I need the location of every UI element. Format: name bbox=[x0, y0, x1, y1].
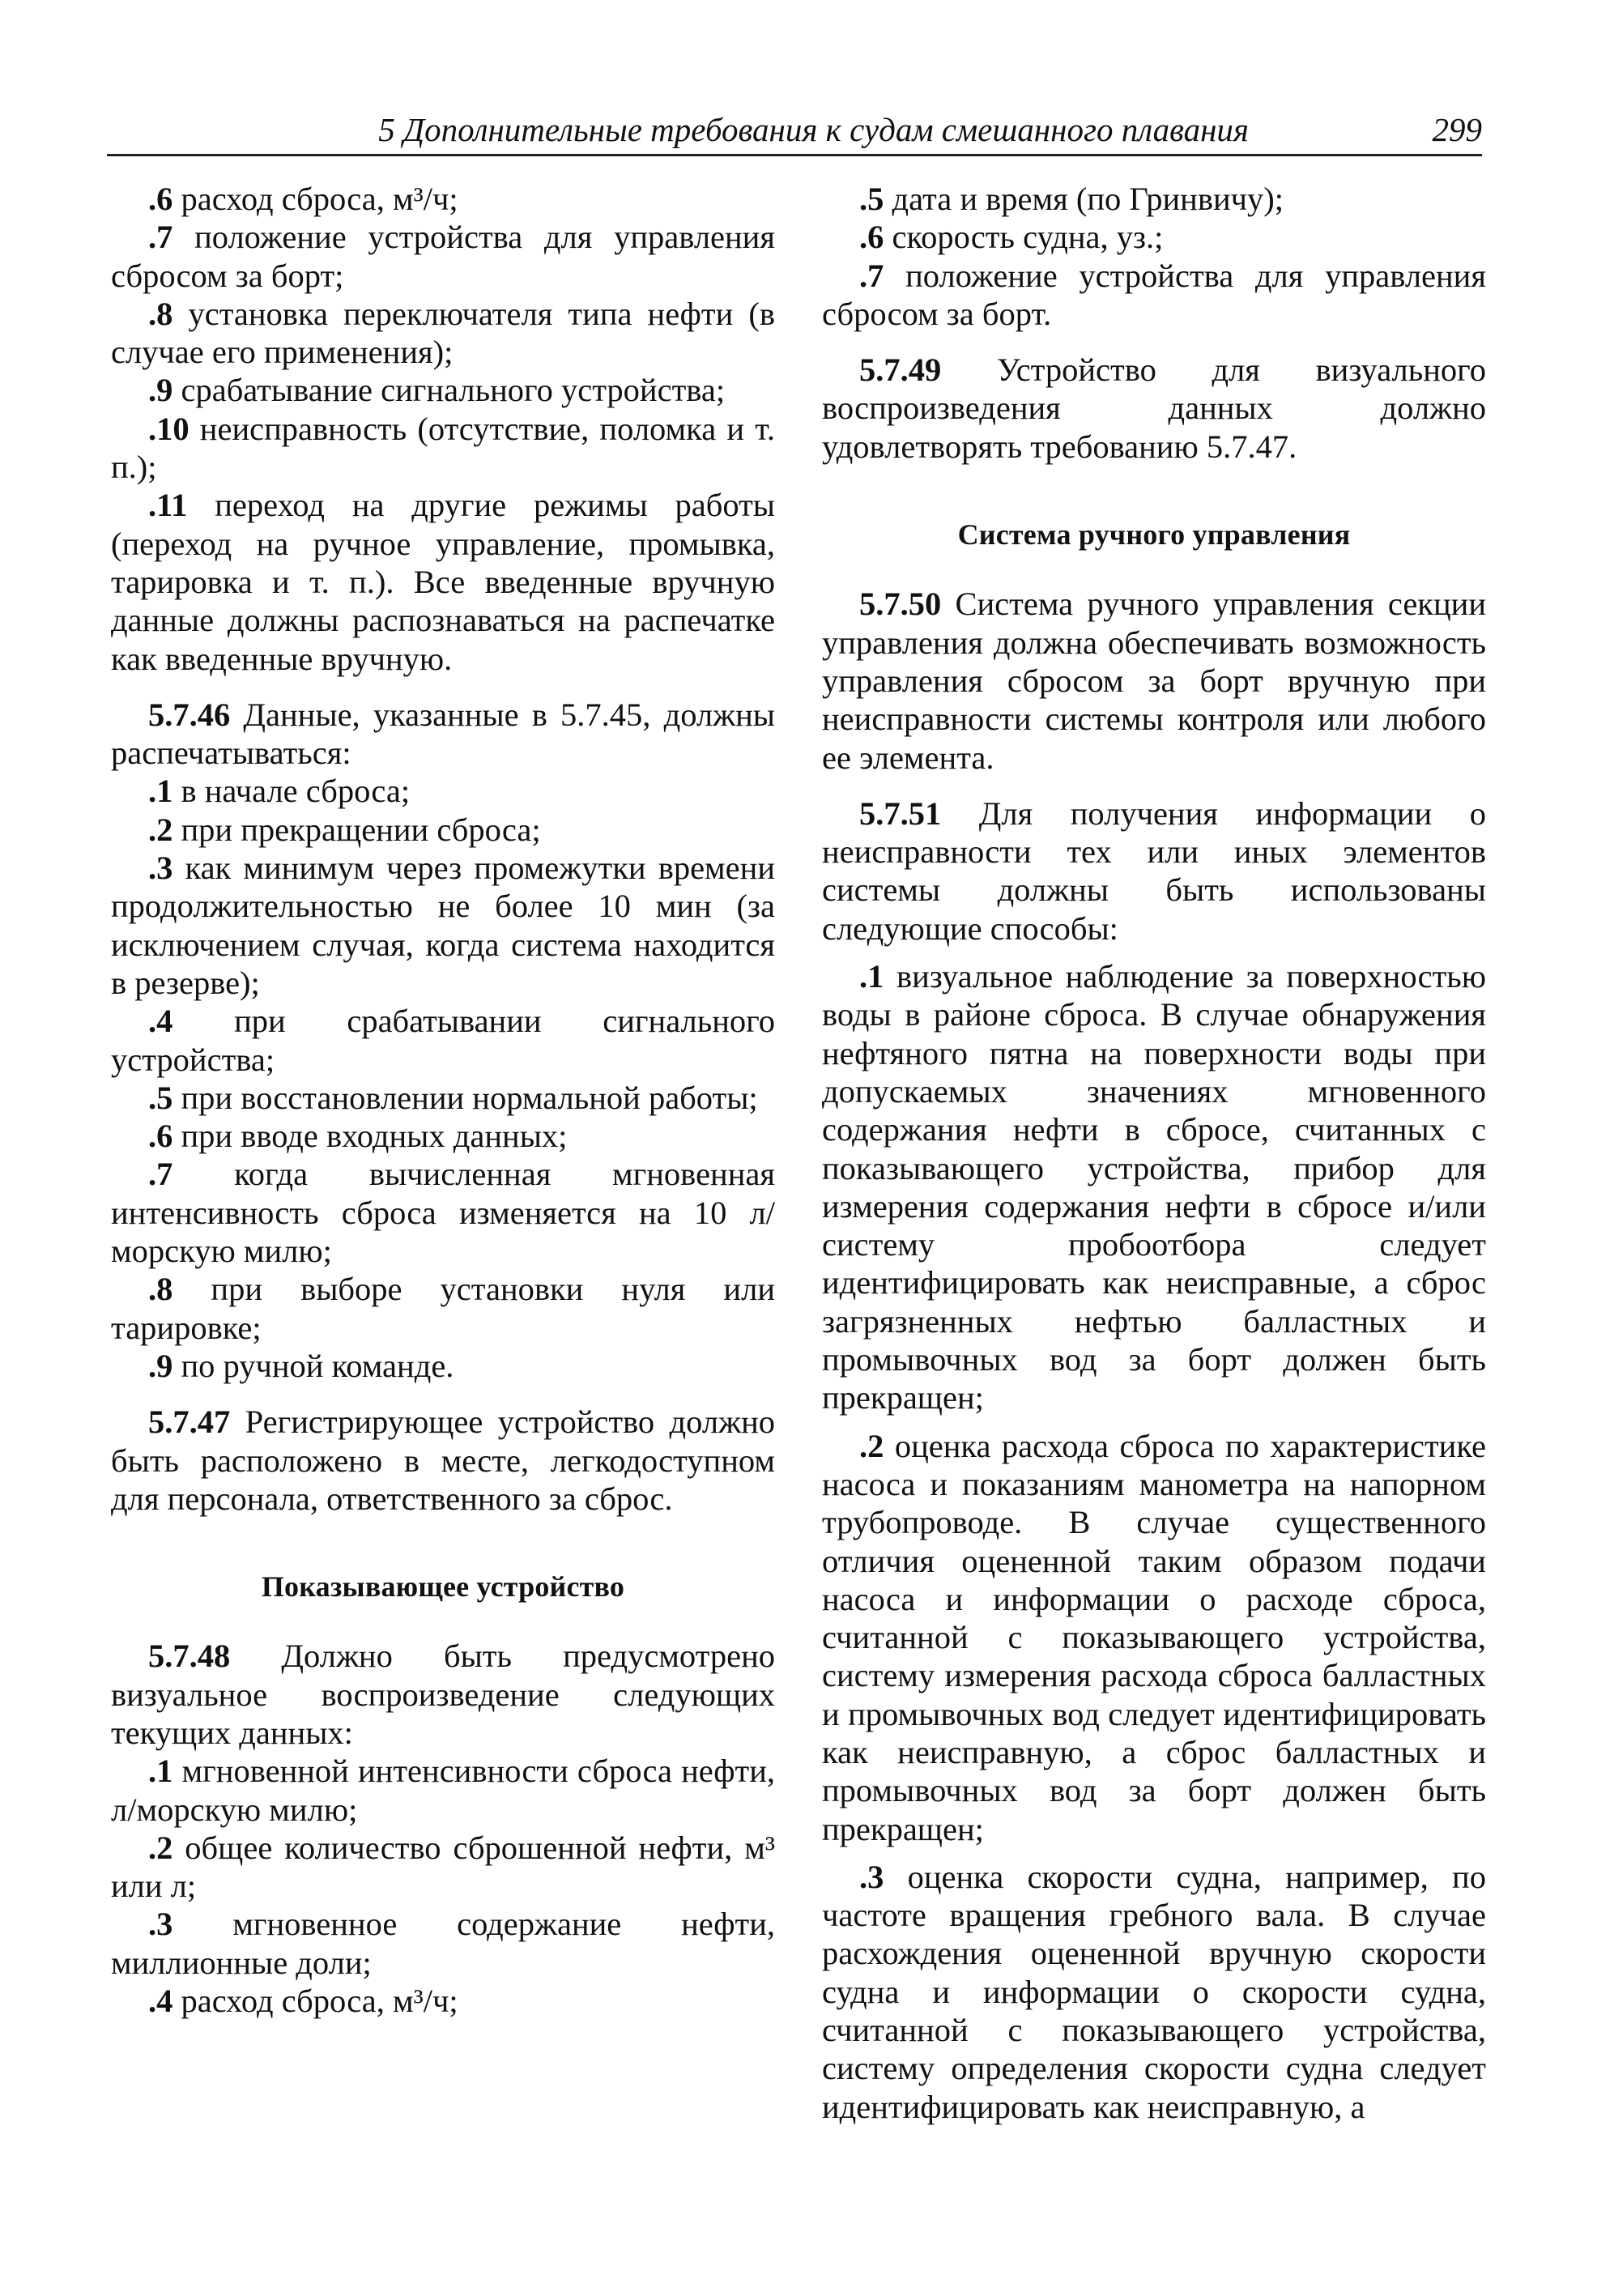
list-item: .8 при выборе установки нуля или тарировке; bbox=[111, 1271, 775, 1346]
list-item: .3 мгновенное содержание нефти, миллионные доли; bbox=[111, 1906, 775, 1981]
list-item: .2 общее количество сброшенной нефти, м³ или л; bbox=[111, 1829, 775, 1905]
list-item: .1 мгновенной интенсивности сброса нефти, л/морскую милю; bbox=[111, 1753, 775, 1828]
list-item: .6 скорость судна, уз.; bbox=[859, 219, 1164, 256]
list-item: .5 при восстановлении нормальной работы; bbox=[148, 1079, 758, 1116]
list-item: .7 положение устройства для управления сбросом за борт. bbox=[822, 257, 1486, 332]
list-item: .7 когда вычисленная мгновенная интенсивность сброса изменяется на 10 л/морскую милю; bbox=[111, 1156, 775, 1270]
list-item: .5 дата и время (по Гринвичу); bbox=[859, 181, 1284, 217]
list-item: .1 визуальное наблюдение за поверхностью воды в районе сброса. В случае обнаружения нефтяного пятна на поверхности воды при допускаемых значениях мгновенного содержания нефти в сбросе, считанных с показывающего устройства, прибор для измерения содержания нефти в сбросе и/или систему пробоотбора следует идентифицировать как неисправные, а сброс загрязненных нефтью балластных и промывочных вод за борт должен быть прекращен; bbox=[822, 958, 1486, 1416]
list-item: .2 оценка расхода сброса по характеристике насоса и показаниям манометра на напорном трубопроводе. В случае существенного отличия оцененной таким образом подачи насоса и информации о расходе сброса, считанной с показывающего устройства, систему измерения расхода сброса балластных и промывочных вод следует идентифицировать как неисправную, а сброс балластных и промывочных вод за борт должен быть прекращен; bbox=[822, 1427, 1486, 1847]
list-item: .8 установка переключателя типа нефти (в случае его применения); bbox=[111, 295, 775, 371]
section-heading-manual-control: Система ручного управления bbox=[957, 518, 1351, 552]
list-item: .9 срабатывание сигнального устройства; bbox=[148, 372, 726, 409]
paragraph-5-7-51: 5.7.51 Для получения информации о неисправности тех или иных элементов системы должны быть использованы следующие способы: bbox=[822, 794, 1486, 947]
list-item: .9 по ручной команде. bbox=[148, 1347, 454, 1384]
running-title: 5 Дополнительные требования к судам смешанного плавания bbox=[378, 111, 1249, 148]
section-heading-indicator: Показывающее устройство bbox=[261, 1570, 625, 1604]
list-item: .11 переход на другие режимы работы (переход на ручное управление, промывка, тарировка и т. п.). Все введенные вручную данные должны распознаваться на распечатке как введенные вручную. bbox=[111, 487, 775, 677]
list-item: .3 оценка скорости судна, например, по частоте вращения гребного вала. В случае расхождения оцененной вручную скорости судна и информации о скорости судна, считанной с показывающего устройства, систему определения скорости судна следует идентифицировать как неисправную, а bbox=[822, 1858, 1486, 2125]
list-item: .6 расход сброса, м³/ч; bbox=[148, 181, 458, 217]
paragraph-5-7-46: 5.7.46 Данные, указанные в 5.7.45, должны распечатываться: bbox=[111, 696, 775, 772]
page-number: 299 bbox=[1432, 111, 1482, 148]
list-item: .4 при срабатывании сигнального устройства; bbox=[111, 1003, 775, 1078]
list-item: .6 при вводе входных данных; bbox=[148, 1118, 568, 1155]
list-item: .4 расход сброса, м³/ч; bbox=[148, 1983, 458, 2020]
paragraph-5-7-49: 5.7.49 Устройство для визуального воспроизведения данных должно удовлетворять требованию 5.7.47. bbox=[822, 351, 1486, 465]
list-item: .7 положение устройства для управления сбросом за борт; bbox=[111, 219, 775, 294]
list-item: .2 при прекращении сброса; bbox=[148, 811, 541, 848]
list-item: .3 как минимум через промежутки времени продолжительностью не более 10 мин (за исключением случая, когда система находится в резерве); bbox=[111, 850, 775, 1001]
list-item: .1 в начале сброса; bbox=[148, 773, 411, 810]
list-item: .10 неисправность (отсутствие, поломка и т. п.); bbox=[111, 410, 775, 486]
paragraph-5-7-48: 5.7.48 Должно быть предусмотрено визуальное воспроизведение следующих текущих данных: bbox=[111, 1638, 775, 1751]
paragraph-5-7-47: 5.7.47 Регистрирующее устройство должно быть расположено в месте, легкодоступном для персонала, ответственного за сброс. bbox=[111, 1404, 775, 1517]
right-column bbox=[822, 177, 1486, 2126]
paragraph-5-7-50: 5.7.50 Система ручного управления секции управления должна обеспечивать возможность управления сбросом за борт вручную при неисправности системы контроля или любого ее элемента. bbox=[822, 586, 1486, 776]
page-header bbox=[107, 105, 1482, 156]
left-column bbox=[111, 177, 775, 2020]
